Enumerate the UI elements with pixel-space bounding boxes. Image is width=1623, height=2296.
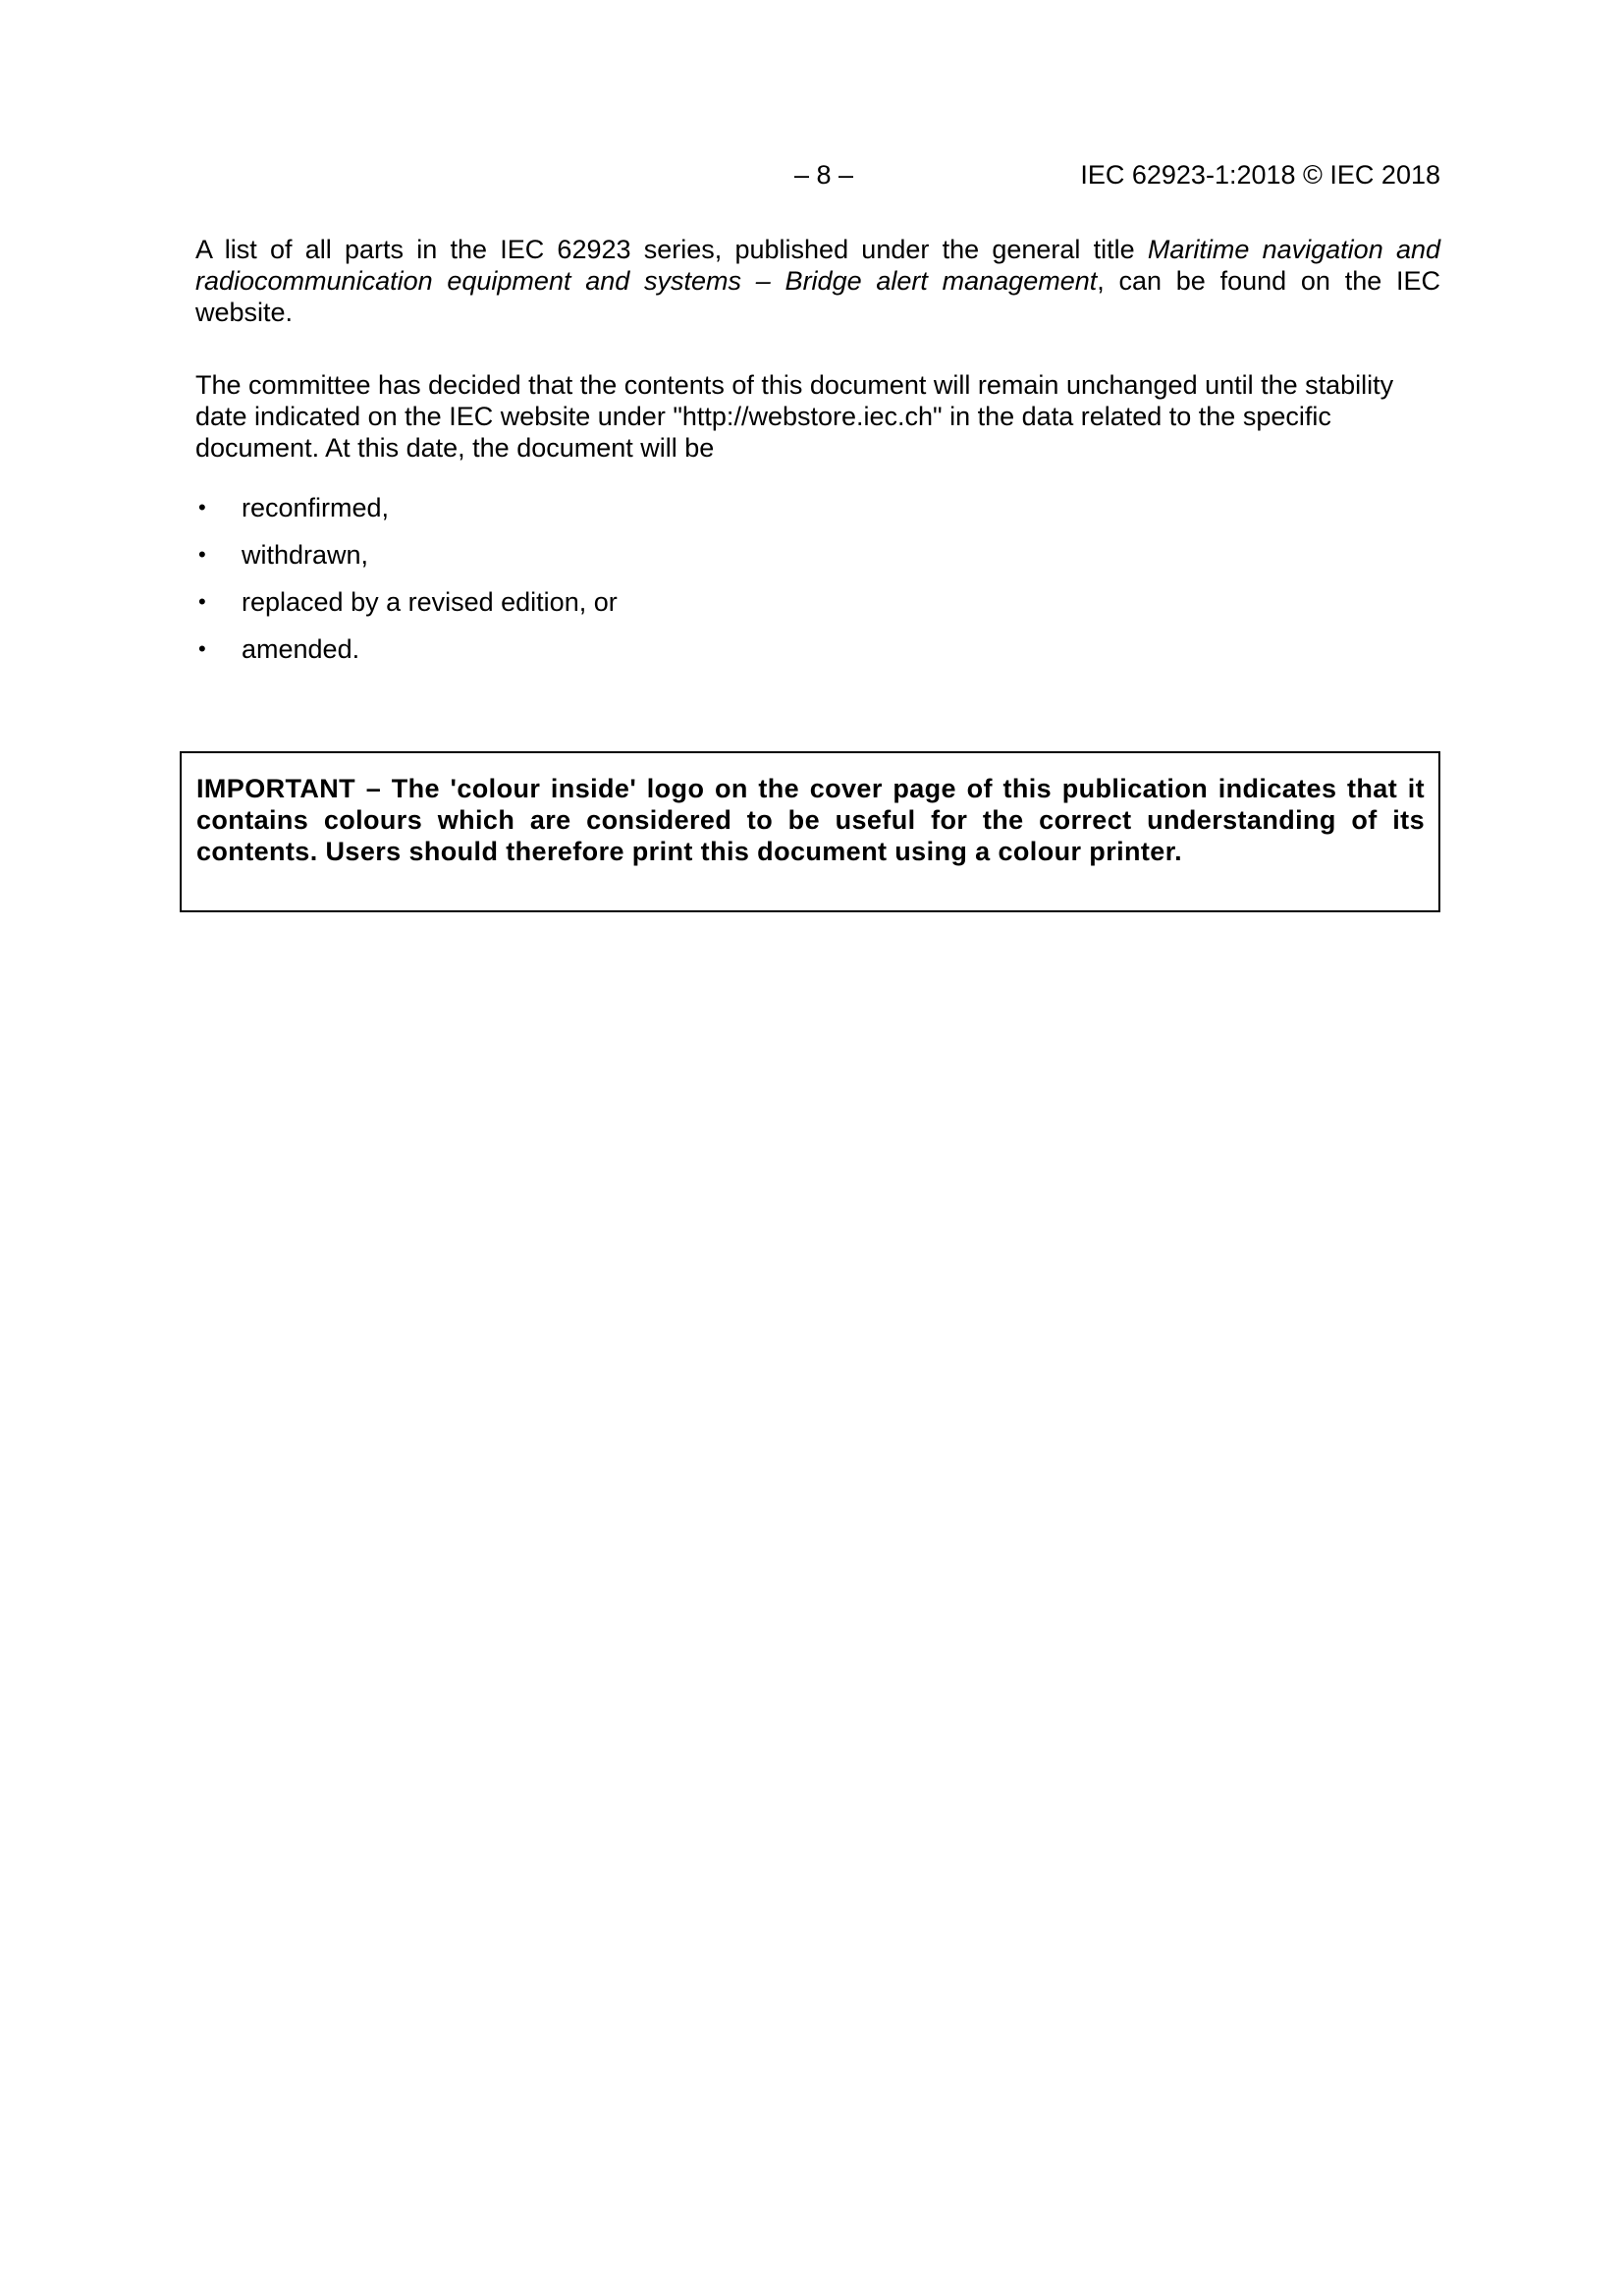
outcome-list — [195, 492, 618, 681]
important-notice-box — [180, 751, 1440, 912]
series-paragraph — [195, 234, 1440, 328]
stability-paragraph: The committee has decided that the contents of this document will remain unchanged until the stability date indicated on the IEC website under "http://webstore.iec.ch" in the data related to the specific document. At this date, the document will be — [195, 370, 1394, 463]
document-reference: IEC 62923-1:2018 © IEC 2018 — [1080, 160, 1440, 190]
bullet-icon: • — [198, 542, 206, 567]
list-item-text: reconfirmed, — [242, 493, 390, 522]
list-item — [195, 633, 618, 665]
important-notice-text: IMPORTANT – The 'colour inside' logo on the cover page of this publication indicates that it contains colours which are considered to be useful for the correct understanding of its contents. Users should therefore print this document using a colour printer. — [196, 774, 1425, 866]
list-item-text: replaced by a revised edition, or — [242, 587, 618, 617]
series-paragraph-text-end: , can be found on the IEC website. — [195, 266, 1440, 327]
bullet-icon: • — [198, 636, 206, 661]
bullet-icon: • — [198, 495, 206, 519]
list-item — [195, 539, 618, 571]
series-paragraph-text-start: A list of all parts in the IEC 62923 series, published under the general title — [195, 235, 1148, 264]
series-title: Maritime navigation and radiocommunication equipment and systems – Bridge alert management — [195, 235, 1440, 296]
list-item-text: withdrawn, — [242, 540, 369, 570]
bullet-icon: • — [198, 589, 206, 614]
page-number: – 8 – — [793, 160, 854, 190]
list-item — [195, 586, 618, 618]
page-header — [195, 155, 1440, 194]
list-item — [195, 492, 618, 523]
list-item-text: amended. — [242, 634, 360, 664]
